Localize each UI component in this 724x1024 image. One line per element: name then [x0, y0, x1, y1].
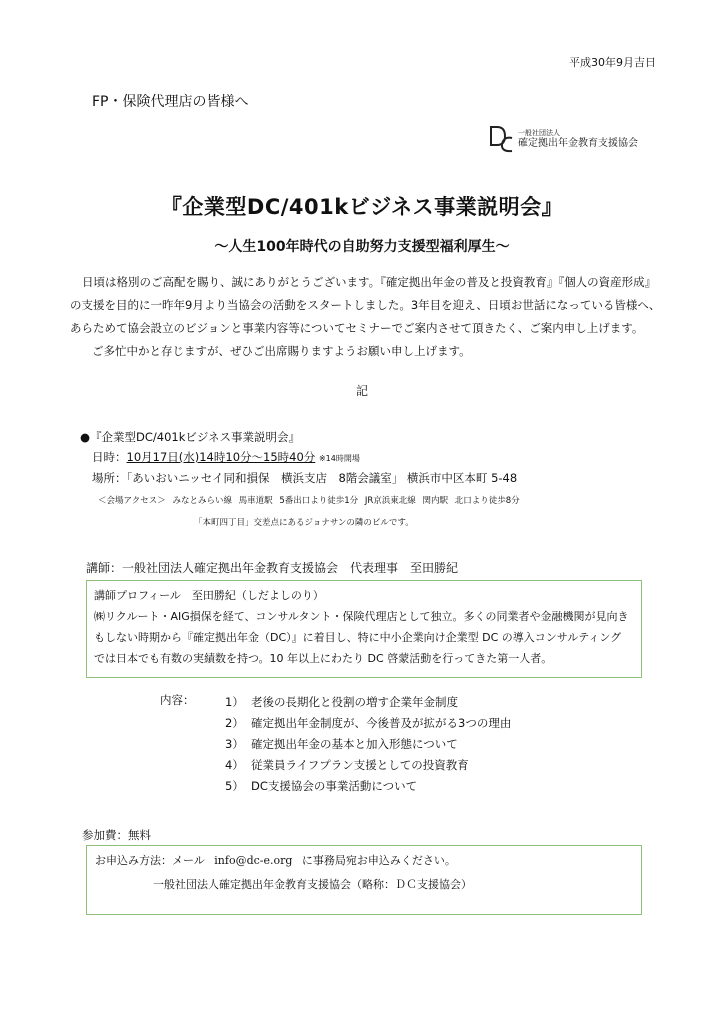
profile-line: ㈱リクルート・AIG損保を経て、コンサルタント・保険代理店として独立。多くの同業者や金融機関が見向き	[94, 610, 629, 623]
addressee: FP・保険代理店の皆様へ	[92, 94, 249, 110]
list-item	[225, 776, 511, 797]
profile-line: では日本でも有数の実績数を持つ。10 年以上にわたり DC 啓蒙活動を行ってきた第一人者。	[94, 652, 553, 665]
event-title: ●『企業型DC/401kビジネス事業説明会』	[80, 430, 301, 444]
list-item	[225, 713, 511, 734]
lecturer-profile-box	[86, 580, 642, 678]
profile-line: もしない時期から『確定拠出年金（DC）』に着目し、特に中小企業向け企業型 DC の導入コンサルティング	[94, 631, 622, 644]
application-organization: 一般社団法人確定拠出年金教育支援協会（略称：ＤＣ支援協会）	[153, 878, 472, 891]
item-number: 2）	[225, 716, 244, 730]
document-title: 『企業型DC/401kビジネス事業説明会』	[160, 195, 564, 219]
body-line: ご多忙中かと存じますが、ぜひご出席賜りますようお願い申し上げます。	[92, 344, 471, 358]
item-number: 5）	[225, 779, 244, 793]
profile-line: 講師プロフィール 至田勝紀（しだよしのり）	[94, 589, 324, 602]
venue-landmark: 「本町四丁目」交差点にあるジョナサンの隣のビルです。	[194, 518, 414, 528]
participation-fee: 参加費：無料	[82, 828, 151, 842]
item-number: 1）	[225, 695, 244, 709]
event-time	[92, 449, 360, 465]
list-item	[225, 734, 511, 755]
document-subtitle: ～人生100年時代の自助努力支援型福利厚生～	[214, 239, 510, 255]
item-number: 3）	[225, 737, 244, 751]
body-line: 日頃は格別のご高配を賜り、誠にありがとうございます。『確定拠出年金の普及と投資教育』『個人の資産形成』	[82, 275, 657, 289]
body-line: あらためて協会設立のビジョンと事業内容等についてセミナーでご案内させて頂きたく、ご案内申し上げます。	[70, 321, 644, 335]
contents-label: 内容：	[160, 693, 195, 707]
list-item	[225, 755, 511, 776]
time-note: ※14時開場	[318, 454, 360, 463]
list-item	[225, 692, 511, 713]
item-text: 確定拠出年金の基本と加入形態について	[251, 737, 458, 751]
document-date: 平成30年9月吉日	[569, 56, 656, 69]
greeting-body	[70, 271, 670, 363]
item-text: 確定拠出年金制度が、今後普及が拡がる3つの理由	[251, 716, 512, 730]
contents-list	[225, 692, 511, 797]
item-text: DC支援協会の事業活動について	[251, 779, 418, 793]
time-label: 日時：	[92, 450, 127, 464]
item-text: 従業員ライフプラン支援としての投資教育	[251, 758, 469, 772]
application-method: お申込み方法：メール info@dc-e.org に事務局宛お申込みください。	[95, 854, 456, 867]
organization-type: 一般社団法人	[518, 128, 560, 137]
organization-header	[488, 124, 638, 154]
time-value: 10月17日(水)14時10分～15時40分	[126, 450, 316, 464]
item-text: 老後の長期化と役割の増す企業年金制度	[251, 695, 458, 709]
organization-name: 確定拠出年金教育支援協会	[518, 137, 638, 149]
organization-text	[518, 129, 638, 150]
event-place: 場所：「あいおいニッセイ同和損保 横浜支店 8階会議室」 横浜市中区本町 5-48	[92, 471, 518, 485]
application-box	[86, 845, 642, 915]
body-line: の支援を目的に一昨年9月より当協会の活動をスタートしました。3年目を迎え、日頃お世話になっている皆様へ、	[70, 298, 661, 312]
ki-heading: 記	[355, 384, 368, 398]
venue-access: ＜会場アクセス＞ みなとみらい線 馬車道駅 5番出口より徒歩1分 JR京浜東北線 関内駅 北口より徒歩8分	[98, 496, 520, 506]
dc-logo-icon	[488, 124, 514, 154]
lecturer-line: 講師：一般社団法人確定拠出年金教育支援協会 代表理事 至田勝紀	[86, 561, 459, 575]
item-number: 4）	[225, 758, 244, 772]
